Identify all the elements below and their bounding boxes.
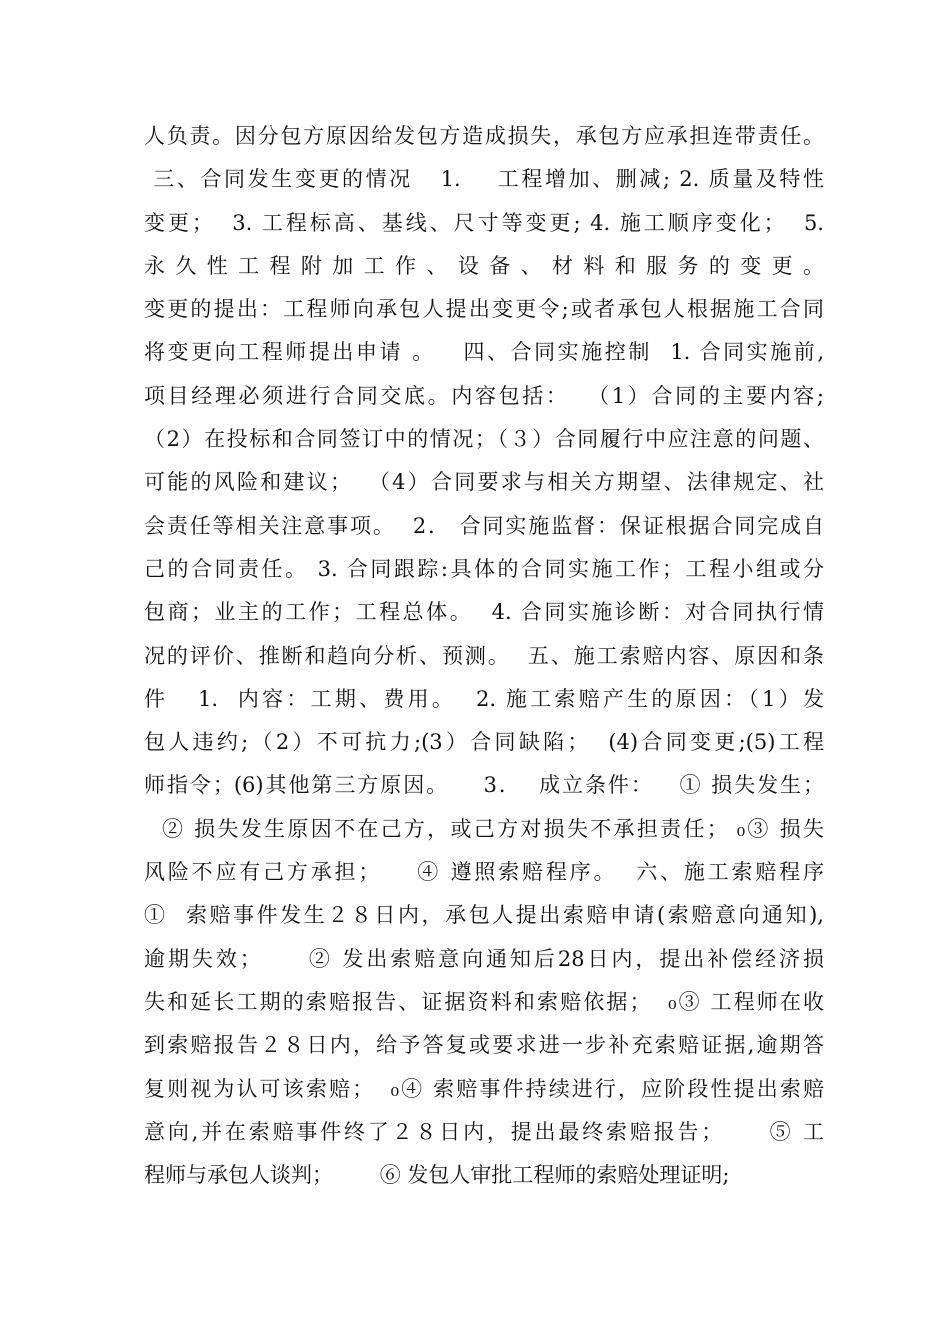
text-line: 意向,并在索赔事件终了２８日内，提出最终索赔报告； ⑤ 工	[144, 1119, 824, 1144]
text-line: 人负责。因分包方原因给发包方造成损失，承包方应承担连带责任。	[144, 124, 824, 148]
text-line: 三、合同发生变更的情况 1. 工程增加、删减; 2. 质量及特性	[144, 167, 824, 192]
text-line: 己的合同责任。 3. 合同跟踪:具体的合同实施工作；工程小组或分	[144, 556, 824, 581]
text-line: 包人违约;（2）不可抗力;(3）合同缺陷； (4)合同变更;(5)工程	[144, 730, 824, 755]
text-line: 逾期失效； ② 发出索赔意向通知后28日内，提出补偿经济损	[144, 946, 824, 971]
text-line: ① 索赔事件发生２８日内，承包人提出索赔申请(索赔意向通知),	[144, 903, 824, 928]
text-line: 会责任等相关注意事项。 2． 合同实施监督：保证根据合同完成自	[144, 513, 824, 538]
text-line: 将变更向工程师提出申请 。 四、合同实施控制 1. 合同实施前,	[144, 340, 824, 365]
text-line: 包商；业主的工作；工程总体。 4. 合同实施诊断：对合同执行情	[144, 600, 824, 625]
text-line: 可能的风险和建议； （4）合同要求与相关方期望、法律规定、社	[144, 470, 824, 495]
text-line: 况的评价、推断和趋向分析、预测。 五、施工索赔内容、原因和条	[144, 643, 824, 668]
text-line: 师指令；(6)其他第三方原因。 3． 成立条件： ① 损失发生；	[144, 773, 824, 798]
text-line: 到索赔报告２８日内，给予答复或要求进一步补充索赔证据,逾期答	[144, 1033, 824, 1058]
text-line: （2）在投标和合同签订中的情况；（３）合同履行中应注意的问题、	[144, 427, 824, 452]
text-line: 项目经理必须进行合同交底。内容包括： （1）合同的主要内容;	[144, 383, 824, 408]
text-line: 失和延长工期的索赔报告、证据资料和索赔依据； ₀③ 工程师在收	[144, 989, 824, 1014]
text-line: ② 损失发生原因不在己方，或己方对损失不承担责任； ₀③ 损失	[144, 816, 824, 841]
text-line: 风险不应有己方承担； ④ 遵照索赔程序。 六、施工索赔程序	[144, 860, 824, 885]
text-line: 变更； 3. 工程标高、基线、尺寸等变更; 4. 施工顺序变化； 5.	[144, 210, 824, 235]
text-line: 变更的提出：工程师向承包人提出变更令;或者承包人根据施工合同	[144, 297, 824, 322]
body-text	[144, 115, 824, 1197]
text-line: 复则视为认可该索赔； ₀④ 索赔事件持续进行，应阶段性提出索赔	[144, 1076, 824, 1101]
text-line: 永久性工程附加工作、设备、材料和服务的变更。	[144, 253, 824, 278]
text-line: 件 1. 内容：工期、费用。 2. 施工索赔产生的原因：（1）发	[144, 686, 824, 711]
text-line: 程师与承包人谈判； ⑥ 发包人审批工程师的索赔处理证明;	[144, 1163, 730, 1188]
